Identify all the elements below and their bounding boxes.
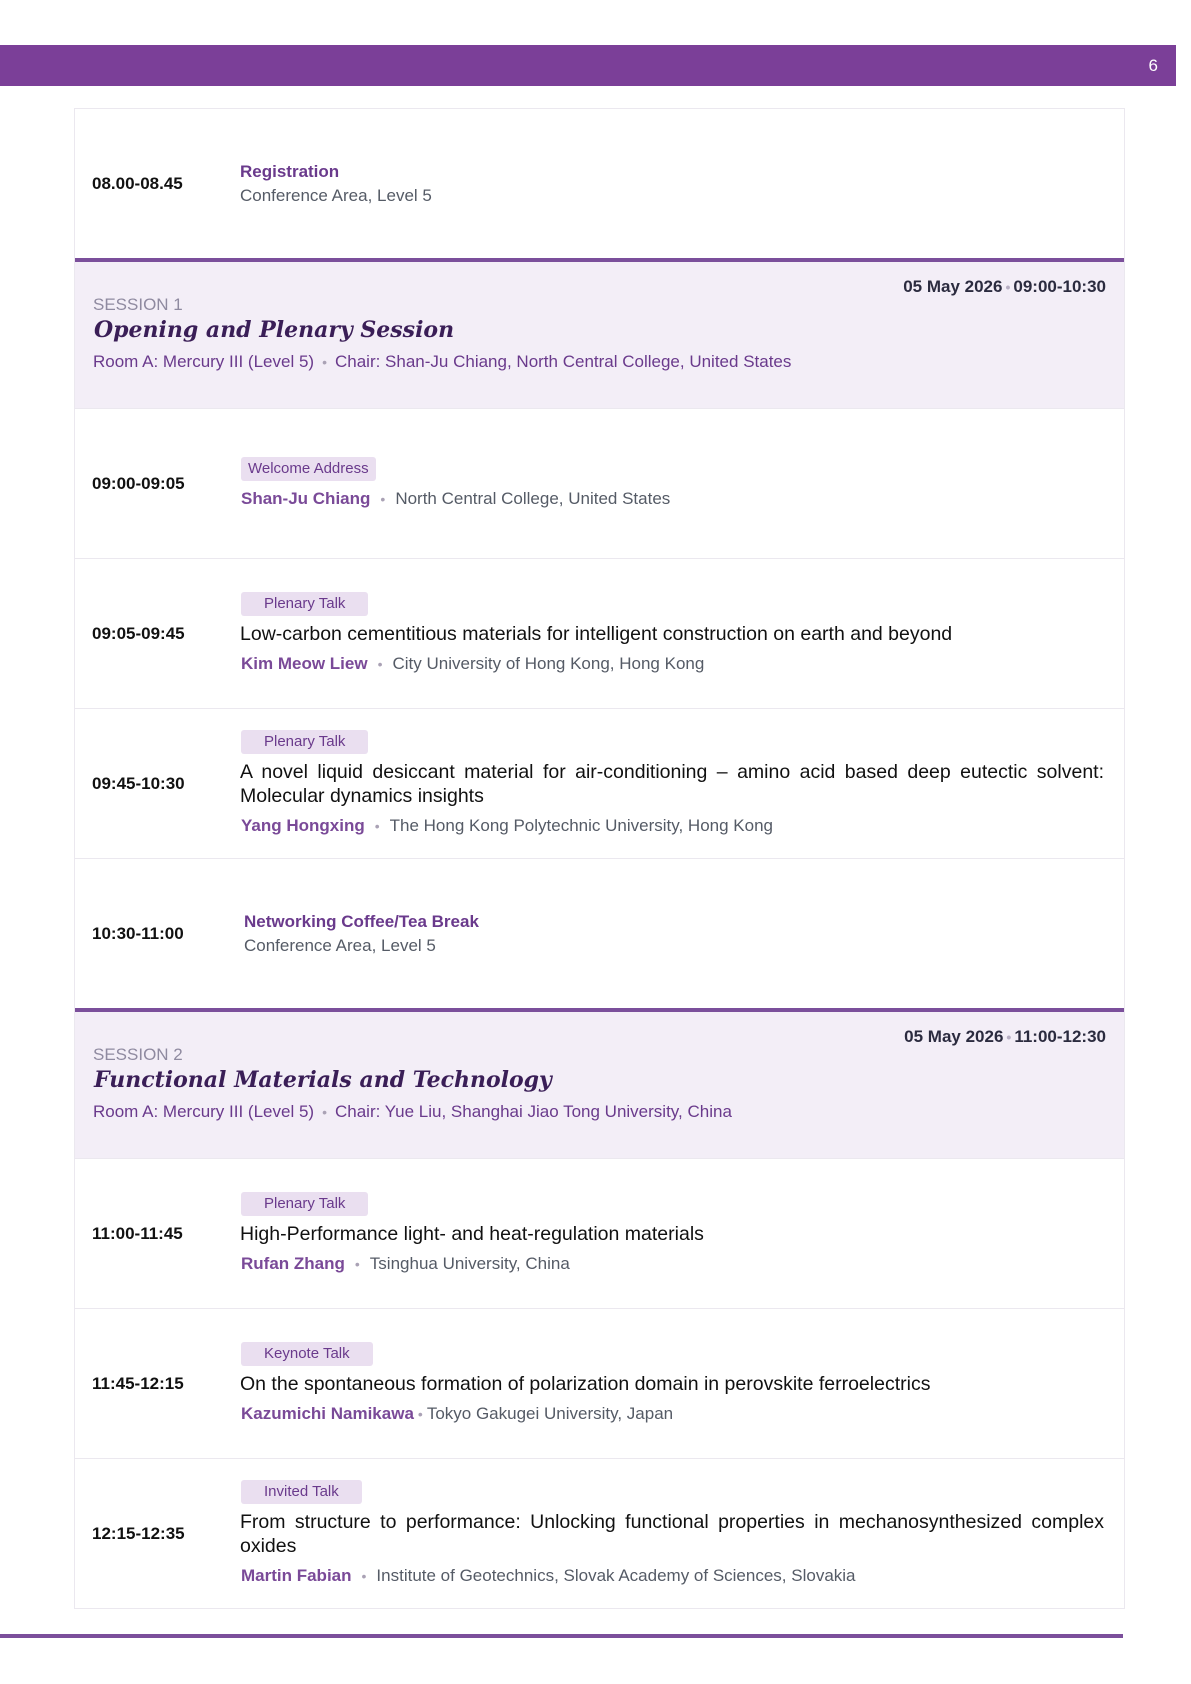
separator-dot: • (1006, 1029, 1012, 1045)
schedule-table (74, 108, 1125, 1609)
session-date: 05 May 2026 (904, 1027, 1004, 1046)
separator-dot: • (354, 1255, 360, 1272)
registration-title: Registration (240, 161, 340, 181)
talk-title: High-Performance light- and heat-regulation materials (240, 1222, 704, 1245)
talk-title: Low-carbon cementitious materials for intelligent construction on earth and beyond (240, 622, 953, 645)
talk-title: A novel liquid desiccant material for air-conditioning – amino acid based deep eutectic solvent: Molecular dynamics insights (240, 760, 1104, 807)
break-row (75, 858, 1124, 1008)
speaker-affiliation: Tsinghua University, China (369, 1253, 570, 1273)
talk-title: From structure to performance: Unlocking functional properties in mechanosynthesized complex oxides (240, 1510, 1104, 1557)
break-title: Networking Coffee/Tea Break (244, 911, 479, 931)
speaker-line (241, 1564, 1104, 1588)
session-room: Room A: Mercury III (Level 5) (93, 352, 315, 371)
separator-dot: • (380, 490, 386, 507)
speaker-name: Yang Hongxing (241, 815, 365, 835)
registration-location: Conference Area, Level 5 (240, 185, 432, 205)
speaker-affiliation: Institute of Geotechnics, Slovak Academy of Sciences, Slovakia (376, 1565, 856, 1585)
row-time: 09:05-09:45 (92, 623, 185, 643)
speaker-name: Martin Fabian (241, 1565, 352, 1585)
session-chair: Chair: Yue Liu, Shanghai Jiao Tong University, China (334, 1102, 732, 1121)
speaker-line (241, 1252, 1104, 1276)
session-title: Opening and Plenary Session (94, 317, 455, 343)
separator-dot: • (374, 817, 380, 834)
row-time: 11:45-12:15 (92, 1373, 184, 1393)
row-content (240, 709, 1104, 858)
session-chair: Chair: Shan-Ju Chiang, North Central College, United States (334, 352, 792, 371)
talk-type-badge: Plenary Talk (241, 592, 368, 616)
talk-type-badge: Plenary Talk (241, 730, 368, 754)
header-bar (0, 45, 1176, 86)
row-content (244, 859, 1104, 1008)
talk-row (75, 558, 1124, 708)
talk-title: On the spontaneous formation of polarization domain in perovskite ferroelectrics (240, 1372, 931, 1395)
row-time: 08.00-08.45 (92, 173, 183, 193)
speaker-line (241, 652, 1104, 676)
speaker-affiliation: North Central College, United States (395, 488, 671, 508)
speaker-affiliation: Tokyo Gakugei University, Japan (426, 1403, 674, 1423)
separator-dot: • (322, 1104, 327, 1120)
talk-type-badge: Invited Talk (241, 1480, 362, 1504)
session-datetime (903, 277, 1106, 297)
row-time: 10:30-11:00 (92, 923, 184, 943)
speaker-name: Shan-Ju Chiang (241, 488, 371, 508)
session-info (93, 1102, 732, 1122)
row-content (240, 1309, 1104, 1458)
break-location: Conference Area, Level 5 (244, 935, 436, 955)
page-number: 6 (1148, 56, 1158, 75)
session-room: Room A: Mercury III (Level 5) (93, 1102, 315, 1121)
talk-type-badge: Keynote Talk (241, 1342, 373, 1366)
session-info (93, 352, 791, 372)
separator-dot: • (377, 655, 383, 672)
session-header (75, 1008, 1124, 1158)
session-title: Functional Materials and Technology (94, 1067, 552, 1093)
talk-type-badge: Plenary Talk (241, 1192, 368, 1216)
row-content (240, 559, 1104, 708)
speaker-name: Kazumichi Namikawa (241, 1403, 414, 1423)
separator-dot: • (1005, 279, 1011, 295)
row-time: 11:00-11:45 (92, 1223, 183, 1243)
talk-row (75, 1458, 1124, 1608)
row-time: 12:15-12:35 (92, 1523, 185, 1543)
row-content (240, 109, 1104, 258)
separator-dot: • (322, 354, 327, 370)
registration-row (75, 108, 1124, 258)
session-header (75, 258, 1124, 408)
talk-row (75, 708, 1124, 858)
row-content (240, 1159, 1104, 1308)
talk-row (75, 1308, 1124, 1458)
speaker-affiliation: The Hong Kong Polytechnic University, Hong Kong (389, 815, 773, 835)
session-time: 11:00-12:30 (1014, 1027, 1106, 1046)
row-content (240, 1459, 1104, 1608)
row-time: 09:45-10:30 (92, 773, 185, 793)
speaker-line (241, 1402, 1104, 1426)
footer-rule (0, 1634, 1123, 1638)
separator-dot: • (417, 1405, 423, 1422)
separator-dot: • (361, 1567, 367, 1584)
speaker-name: Rufan Zhang (241, 1253, 345, 1273)
session-time: 09:00-10:30 (1013, 277, 1106, 296)
speaker-line (241, 487, 1104, 511)
talk-type-badge: Welcome Address (241, 457, 376, 481)
row-content (240, 409, 1104, 558)
speaker-affiliation: City University of Hong Kong, Hong Kong (392, 653, 705, 673)
session-label: SESSION 1 (93, 295, 183, 314)
session-label: SESSION 2 (93, 1045, 183, 1064)
row-time: 09:00-09:05 (92, 473, 185, 493)
talk-row (75, 1158, 1124, 1308)
session-datetime (904, 1027, 1106, 1047)
speaker-line (241, 814, 1104, 838)
speaker-name: Kim Meow Liew (241, 653, 368, 673)
talk-row (75, 408, 1124, 558)
session-date: 05 May 2026 (903, 277, 1003, 296)
